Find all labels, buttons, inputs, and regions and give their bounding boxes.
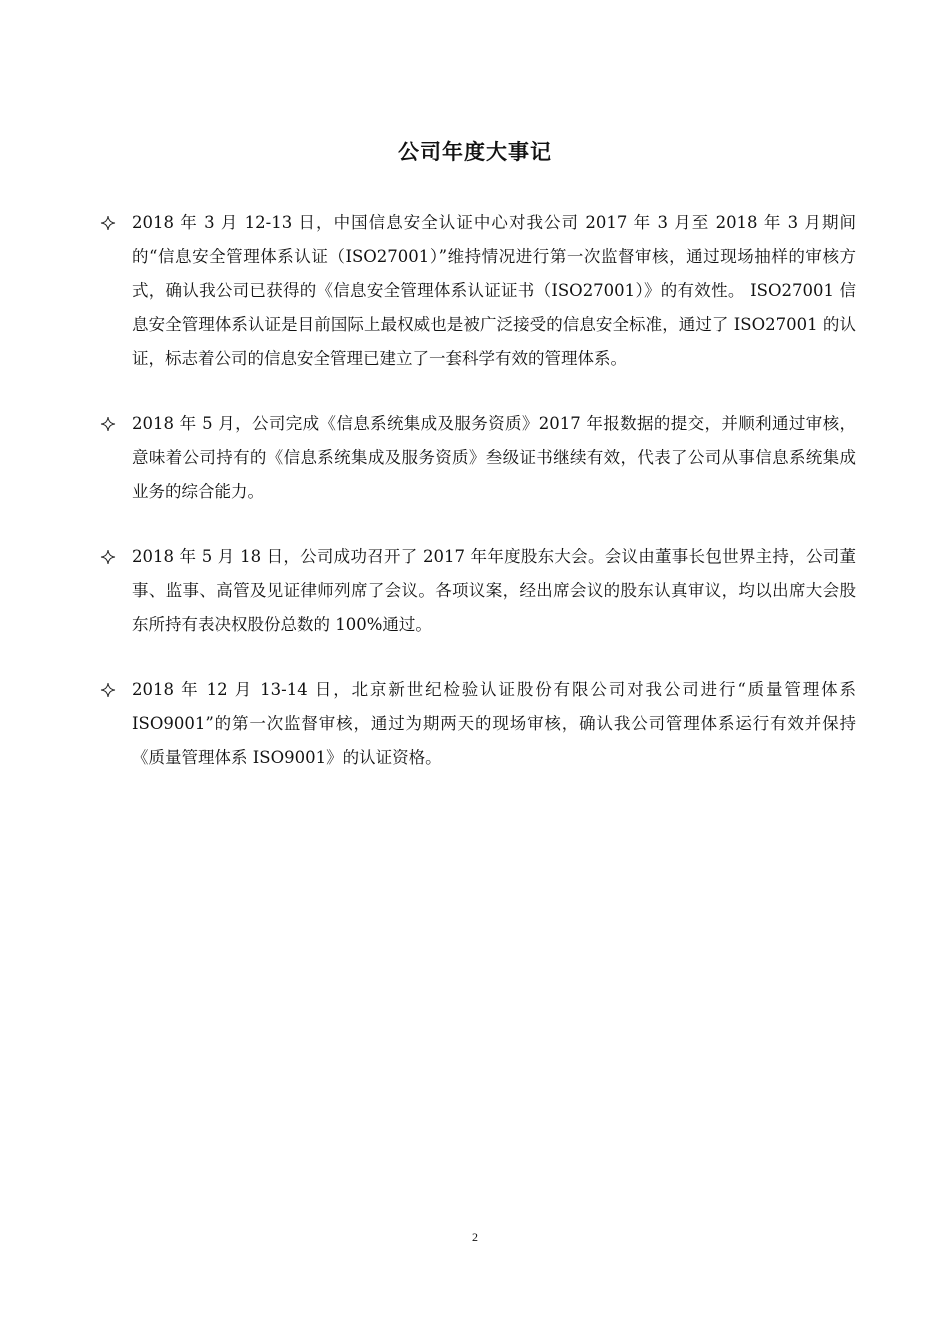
star-outline-icon [96,407,120,441]
event-list [96,206,856,806]
event-text: 2018 年 3 月 12-13 日，中国信息安全认证中心对我公司 2017 年 3 月至 2018 年 3 月期间的“信息安全管理体系认证（ISO27001）”维持情况进行第一次监督审核，通过现场抽样的审核方式，确认我公司已获得的《信息安全管理体系认证证书（ISO27001）》的有效性。 ISO27001 信息安全管理体系认证是目前国际上最权威也是被广泛接受的信息安全标准，通过了 ISO27001 的认证，标志着公司的信息安全管理已建立了一套科学有效的管理体系。 [132,213,856,368]
event-text: 2018 年 5 月 18 日，公司成功召开了 2017 年年度股东大会。会议由董事长包世界主持，公司董事、监事、高管及见证律师列席了会议。各项议案，经出席会议的股东认真审议，均以出席大会股东所持有表决权股份总数的 100%通过。 [132,547,856,634]
star-outline-icon [96,206,120,240]
event-text: 2018 年 5 月，公司完成《信息系统集成及服务资质》2017 年报数据的提交，并顺利通过审核，意味着公司持有的《信息系统集成及服务资质》叁级证书继续有效，代表了公司从事信息系统集成业务的综合能力。 [132,414,856,501]
event-item [96,407,856,509]
event-item [96,673,856,775]
star-outline-icon [96,540,120,574]
event-item [96,206,856,376]
page-title: 公司年度大事记 [398,140,552,164]
event-text: 2018 年 12 月 13-14 日，北京新世纪检验认证股份有限公司对我公司进行“质量管理体系 ISO9001”的第一次监督审核，通过为期两天的现场审核，确认我公司管理体系运行有效并保持《质量管理体系 ISO9001》的认证资格。 [132,680,856,767]
event-item [96,540,856,642]
page-number: 2 [472,1230,478,1244]
star-outline-icon [96,673,120,707]
